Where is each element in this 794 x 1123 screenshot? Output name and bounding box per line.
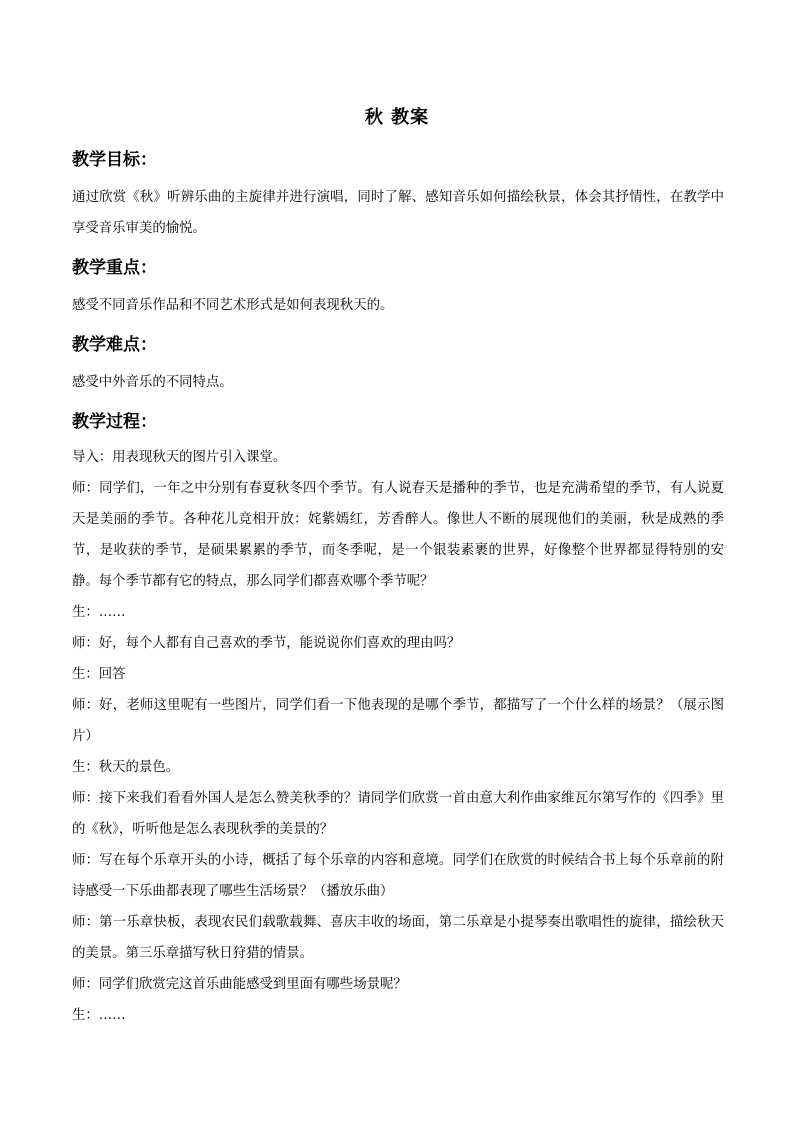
key-points-section	[72, 254, 724, 321]
difficulties-heading: 教学难点：	[72, 335, 157, 355]
process-line: 生：……	[72, 605, 126, 620]
process-line: 师：好，每个人都有自己喜欢的季节，能说说你们喜欢的理由吗？	[72, 636, 461, 651]
objectives-heading: 教学目标：	[72, 150, 157, 170]
process-line: 生：回答	[72, 667, 126, 682]
process-heading: 教学过程：	[72, 412, 157, 432]
process-line: 生：秋天的景色。	[72, 760, 180, 775]
process-line: 师：第一乐章快板，表现农民们载歌载舞、喜庆丰收的场面，第二乐章是小提琴奏出歌唱性的旋律，描绘秋天的美景。第三乐章描写秋日狩猎的情景。	[72, 915, 724, 961]
process-line: 师：接下来我们看看外国人是怎么赞美秋季的？请同学们欣赏一首由意大利作曲家维瓦尔第写作的《四季》里的《秋》，听听他是怎么表现秋季的美景的？	[72, 791, 724, 837]
document-body	[72, 146, 724, 1041]
objectives-text: 通过欣赏《秋》听辨乐曲的主旋律并进行演唱，同时了解、感知音乐如何描绘秋景，体会其抒情性，在教学中享受音乐审美的愉悦。	[72, 190, 724, 236]
process-line: 师：同学们欣赏完这首乐曲能感受到里面有哪些场景呢？	[72, 977, 407, 992]
difficulties-section	[72, 331, 724, 398]
process-line: 生：……	[72, 1008, 126, 1023]
process-line: 师：同学们，一年之中分别有春夏秋冬四个季节。有人说春天是播种的季节，也是充满希望的季节，有人说夏天是美丽的季节。各种花儿竞相开放：姹紫嫣红，芳香醉人。像世人不断的展现他们的美丽，秋是成熟的季节，是收获的季节，是硕果累累的季节，而冬季呢，是一个银装素裹的世界，好像整个世界都显得特别的安静。每个季节都有它的特点，那么同学们都喜欢哪个季节呢？	[72, 481, 724, 589]
key-points-text: 感受不同音乐作品和不同艺术形式是如何表现秋天的。	[72, 298, 394, 313]
process-line: 导入：用表现秋天的图片引入课堂。	[72, 450, 287, 465]
process-line: 师：好，老师这里呢有一些图片，同学们看一下他表现的是哪个季节，都描写了一个什么样的场景？（展示图片）	[72, 698, 724, 744]
process-line: 师：写在每个乐章开头的小诗，概括了每个乐章的内容和意境。同学们在欣赏的时候结合书上每个乐章前的附诗感受一下乐曲都表现了哪些生活场景？（播放乐曲）	[72, 853, 724, 899]
objectives-section	[72, 146, 724, 244]
difficulties-text: 感受中外音乐的不同特点。	[72, 375, 233, 390]
document-title: 秋 教案	[364, 107, 430, 128]
key-points-heading: 教学重点：	[72, 258, 157, 278]
process-section	[72, 408, 724, 1031]
